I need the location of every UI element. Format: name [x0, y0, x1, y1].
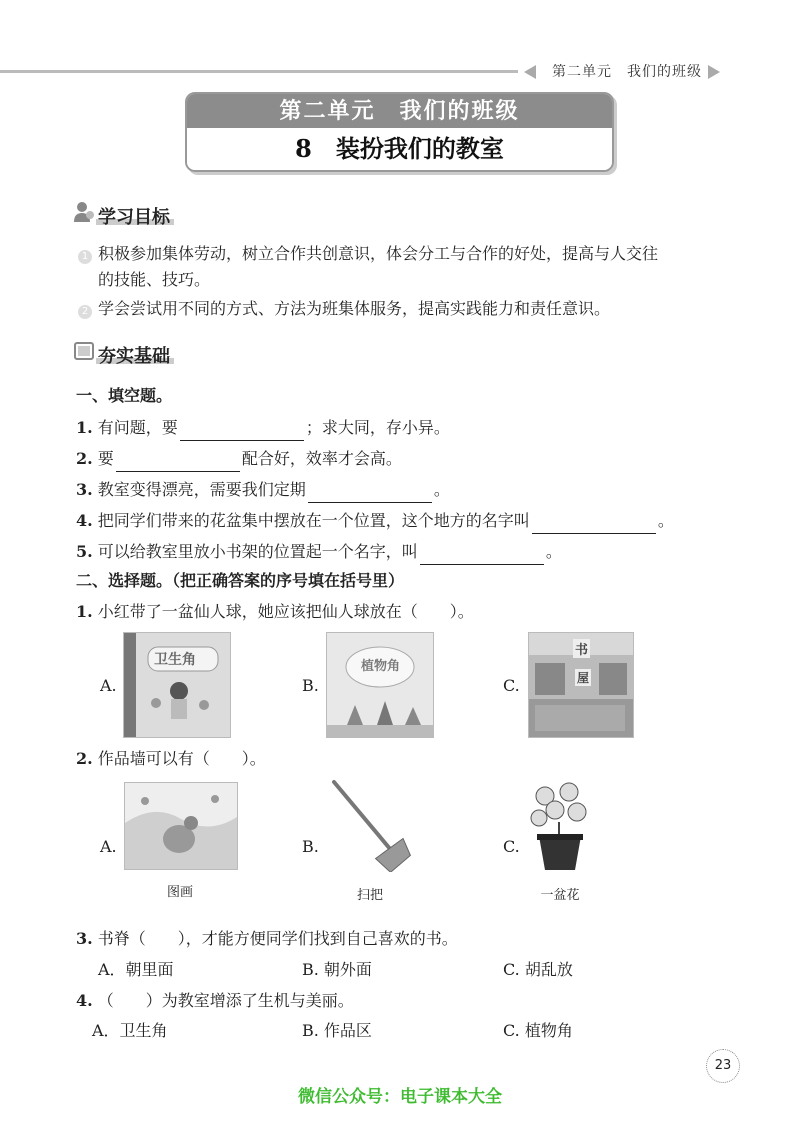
health-corner-image — [123, 632, 231, 738]
question-number: 1. — [76, 602, 93, 621]
choice-heading: 二、选择题。（把正确答案的序号填在括号里） — [76, 571, 405, 590]
option-a[interactable]: A．卫生角 — [92, 1021, 168, 1040]
goals-heading: 学习目标 — [98, 207, 170, 228]
goal-2-line-1: 学会尝试用不同的方式、方法为班集体服务，提高实践能力和责任意识。 — [98, 299, 611, 318]
question-number: 2. — [76, 749, 93, 768]
question-number: 4. — [76, 511, 93, 530]
running-header: 第二单元 我们的班级 — [552, 64, 702, 80]
goal-1-line-1: 积极参加集体劳动，树立合作共创意识，体会分工与合作的好处，提高与人交往 — [98, 244, 659, 263]
question-text: ；求大同，存小异。 — [305, 418, 450, 437]
caption-drawing: 图画 — [166, 885, 193, 900]
question-text: 。 — [545, 542, 562, 561]
option-b[interactable]: B. — [302, 676, 319, 695]
option-a[interactable]: A. — [100, 837, 117, 856]
page-number: 23 — [706, 1049, 740, 1083]
lesson-title: 8 装扮我们的教室 — [187, 128, 612, 170]
goal-number-2: 2 — [78, 305, 92, 319]
question-number: 3. — [76, 929, 93, 948]
question-text: 书脊（ ），才能方便同学们找到自己喜欢的书。 — [97, 929, 458, 948]
choice-q2 — [76, 746, 266, 772]
question-text: 。 — [433, 480, 450, 499]
option-c[interactable]: C. — [503, 676, 520, 695]
question-text: （ ）为教室增添了生机与美丽。 — [97, 991, 354, 1010]
image-text: 植物角 — [361, 659, 401, 674]
question-text: 要 — [97, 449, 114, 468]
choice-q3 — [76, 926, 458, 952]
goal-1-line-2: 的技能、技巧。 — [98, 270, 211, 289]
header-rule — [0, 70, 518, 73]
choice-q1 — [76, 599, 474, 625]
choice-q4 — [76, 988, 354, 1014]
question-text: 教室变得漂亮，需要我们定期 — [97, 480, 306, 499]
fill-heading: 一、填空题。 — [76, 386, 173, 405]
fill-q1 — [76, 415, 450, 441]
fill-q2 — [76, 446, 402, 472]
option-b[interactable]: B. 作品区 — [302, 1021, 372, 1040]
question-number: 2. — [76, 449, 93, 468]
book-icon — [74, 342, 96, 366]
header-left-arrow-icon — [524, 65, 536, 79]
question-number: 5. — [76, 542, 93, 561]
question-text: 可以给教室里放小书架的位置起一个名字，叫 — [97, 542, 418, 561]
goal-number-1: 1 — [78, 250, 92, 264]
image-text: 屋 — [577, 671, 590, 685]
drawing-image — [124, 782, 238, 870]
question-text: 把同学们带来的花盆集中摆放在一个位置，这个地方的名字叫 — [97, 511, 530, 530]
broom-image — [326, 776, 416, 872]
question-text: 。 — [657, 511, 674, 530]
person-icon — [74, 201, 96, 227]
footer-watermark: 微信公众号：电子课本大全 — [298, 1087, 502, 1107]
plant-corner-image — [326, 632, 434, 738]
caption-broom: 扫把 — [356, 888, 383, 903]
fill-q4 — [76, 508, 674, 534]
question-text: 作品墙可以有（ ）。 — [97, 749, 266, 768]
fill-q5 — [76, 539, 562, 565]
caption-flower-pot: 一盆花 — [540, 888, 580, 903]
answer-blank[interactable] — [308, 484, 432, 503]
answer-blank[interactable] — [420, 546, 544, 565]
option-c[interactable]: C. — [503, 837, 520, 856]
answer-blank[interactable] — [532, 515, 656, 534]
flower-pot-image — [525, 778, 595, 874]
unit-title: 第二单元 我们的班级 — [187, 94, 612, 128]
option-b[interactable]: B. 朝外面 — [302, 960, 372, 979]
option-a[interactable]: A. — [100, 676, 117, 695]
book-corner-image — [528, 632, 634, 738]
basics-heading: 夯实基础 — [98, 346, 170, 367]
question-text: 配合好，效率才会高。 — [241, 449, 402, 468]
option-a[interactable]: A．朝里面 — [98, 960, 174, 979]
option-c[interactable]: C. 植物角 — [503, 1021, 573, 1040]
question-text: 小红带了一盆仙人球，她应该把仙人球放在（ ）。 — [97, 602, 474, 621]
image-text: 卫生角 — [154, 652, 196, 668]
option-c[interactable]: C. 胡乱放 — [503, 960, 573, 979]
question-text: 有问题，要 — [97, 418, 178, 437]
question-number: 1. — [76, 418, 93, 437]
answer-blank[interactable] — [116, 453, 240, 472]
header-right-arrow-icon — [708, 65, 720, 79]
question-number: 3. — [76, 480, 93, 499]
title-box — [185, 92, 614, 172]
option-b[interactable]: B. — [302, 837, 319, 856]
fill-q3 — [76, 477, 450, 503]
answer-blank[interactable] — [180, 422, 304, 441]
image-text: 书 — [573, 639, 590, 658]
question-number: 4. — [76, 991, 93, 1010]
